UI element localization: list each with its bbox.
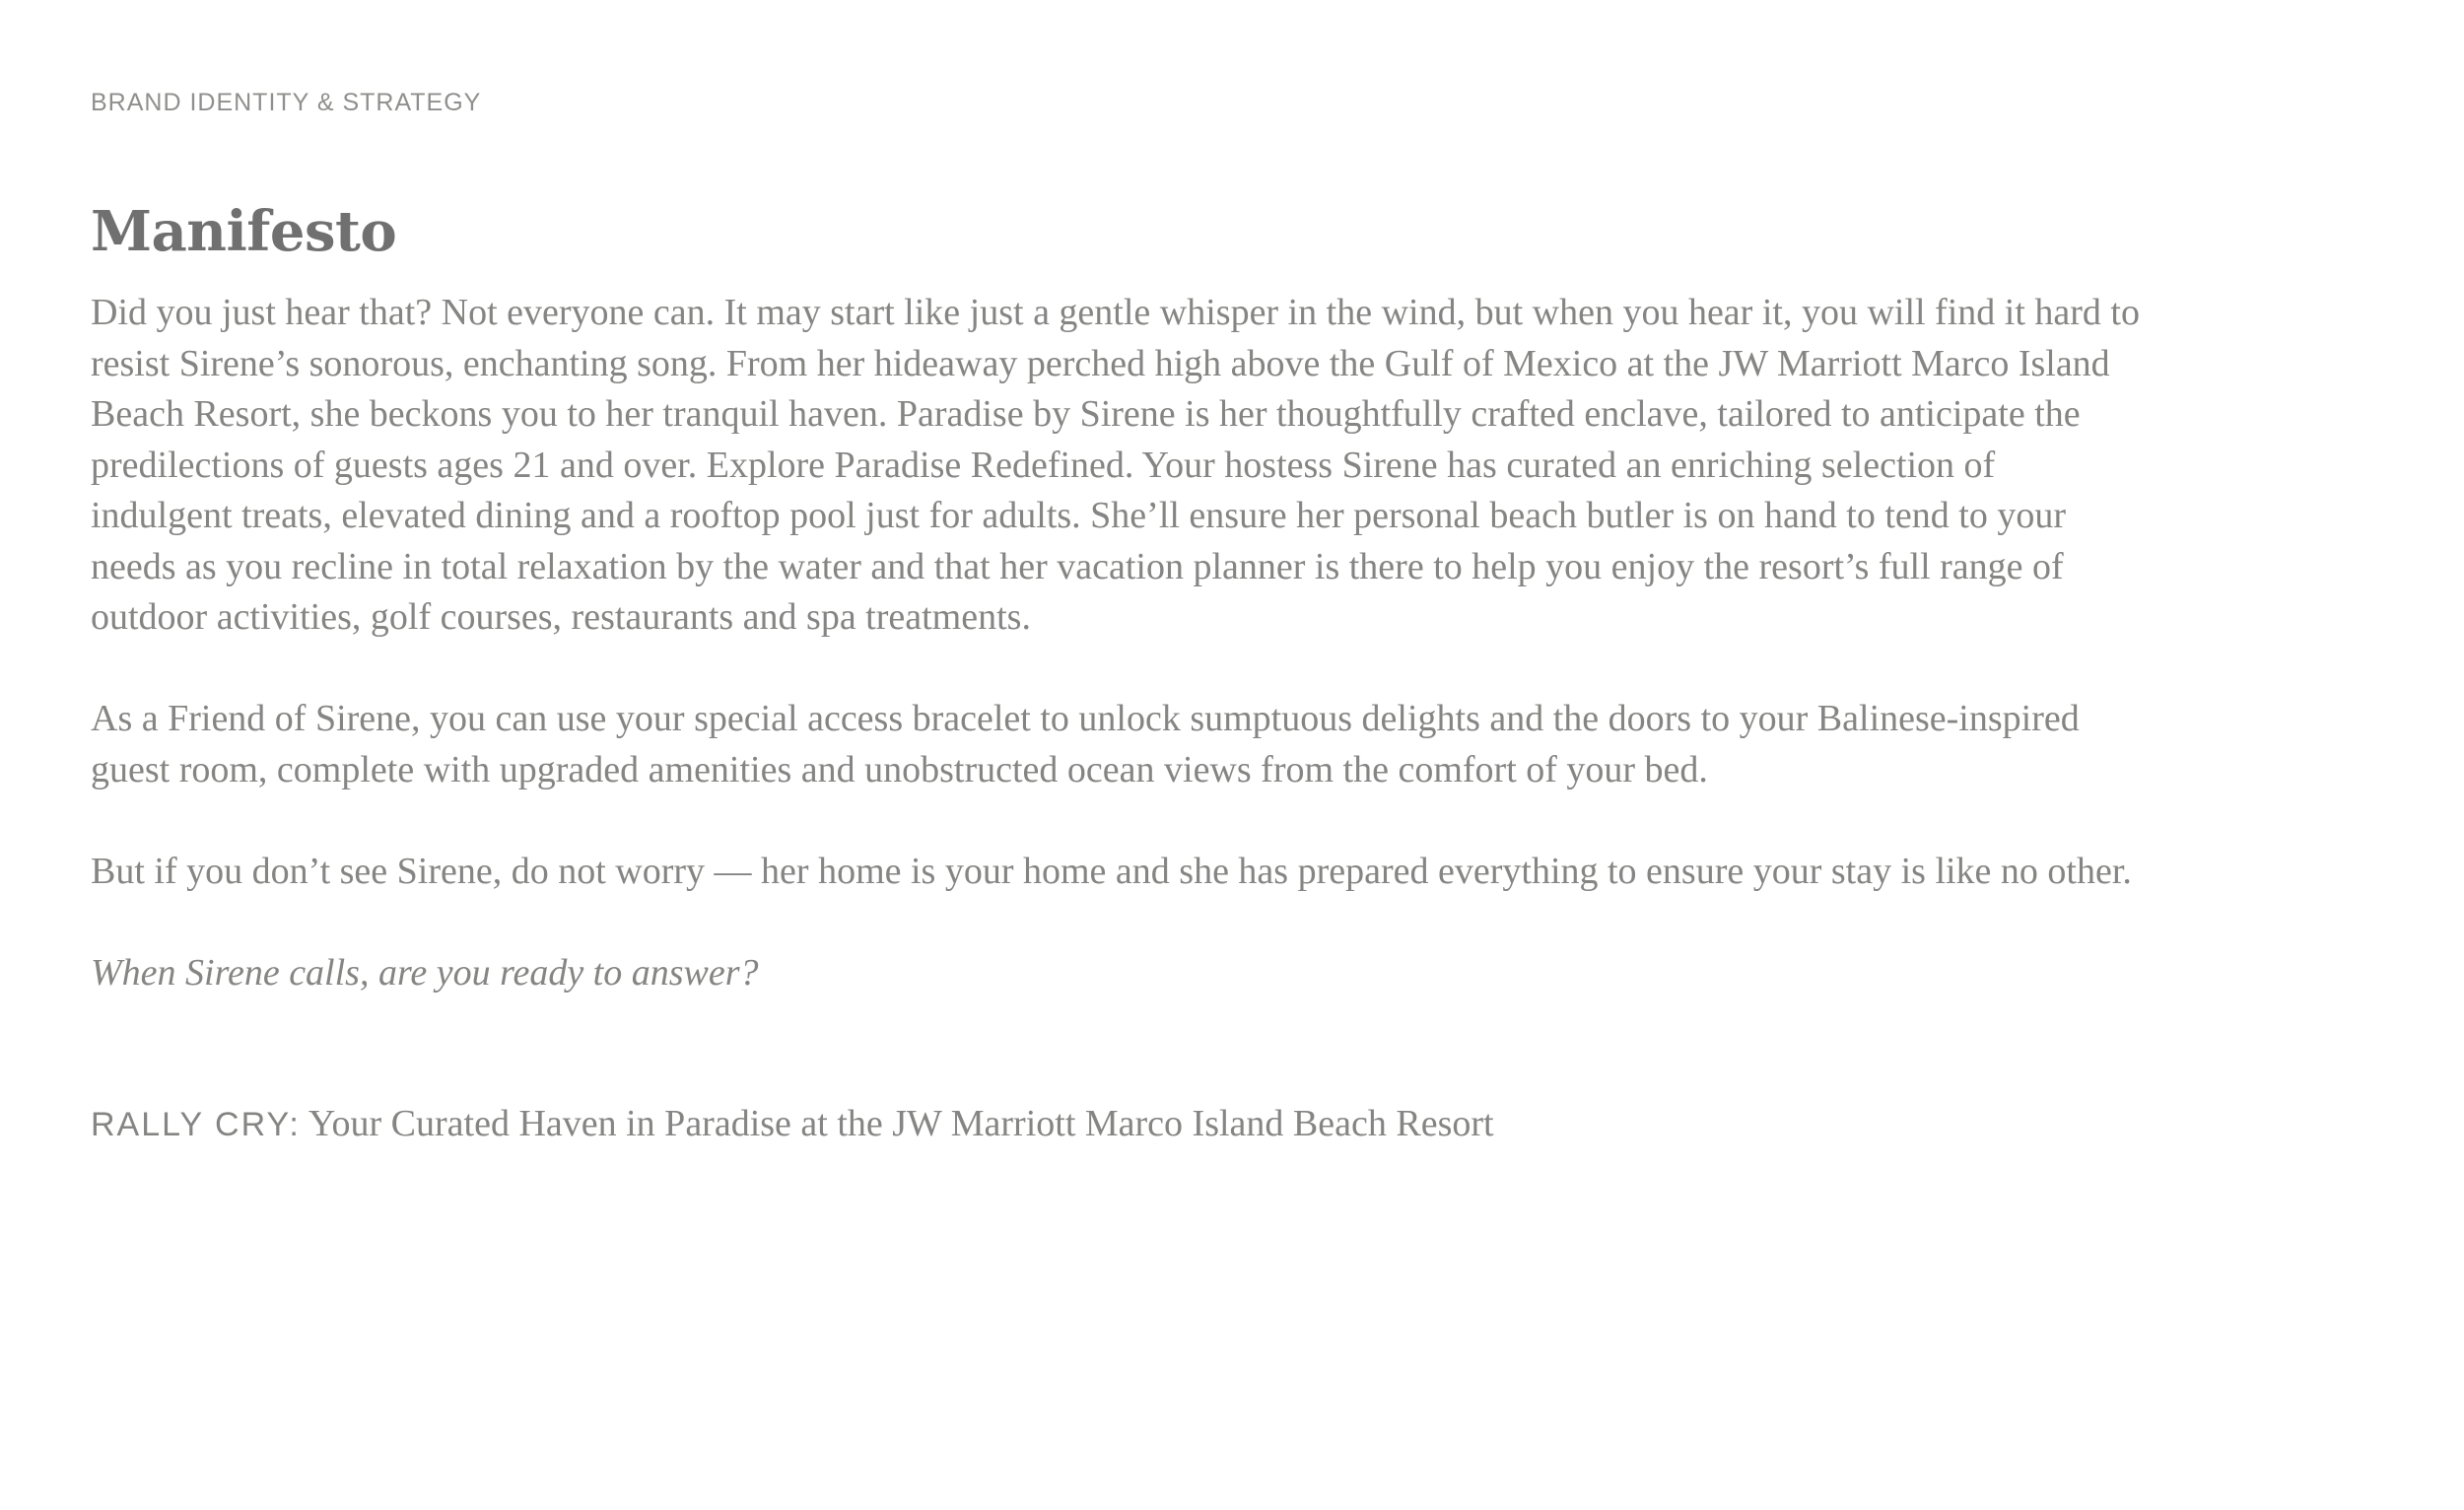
manifesto-body: [91, 288, 2141, 998]
closing-question: When Sirene calls, are you ready to answer?: [91, 951, 759, 994]
manifesto-paragraph-3: But if you don’t see Sirene, do not worry — her home is your home and she has prepared everything to ensure your stay is like no other.: [91, 850, 2132, 892]
manifesto-paragraph-2: As a Friend of Sirene, you can use your special access bracelet to unlock sumptuous delights and the doors to your Balinese-inspired guest room, complete with upgraded amenities and unobstructed ocean views from the comfort of your bed.: [91, 698, 2080, 790]
rally-cry: [91, 1099, 2141, 1151]
manifesto-page: [91, 87, 2141, 1151]
rally-cry-text: Your Curated Haven in Paradise at the JW Marriott Marco Island Beach Resort: [300, 1103, 1494, 1144]
rally-cry-label: RALLY CRY:: [91, 1106, 301, 1143]
manifesto-paragraph-1: Did you just hear that? Not everyone can. It may start like just a gentle whisper in the wind, but when you hear it, you will find it hard to resist Sirene’s sonorous, enchanting song. From her hideaway perched high above the Gulf of Mexico at the JW Marriott Marco Island Beach Resort, she beckons you to her tranquil haven. Paradise by Sirene is her thoughtfully crafted enclave, tailored to anticipate the predilections of guests ages 21 and over. Explore Paradise Redefined. Your hostess Sirene has curated an enriching selection of indulgent treats, elevated dining and a rooftop pool just for adults. She’ll ensure her personal beach butler is on hand to tend to your needs as you recline in total relaxation by the water and that her vacation planner is there to help you enjoy the resort’s full range of outdoor activities, golf courses, restaurants and spa treatments.: [91, 292, 2140, 638]
section-eyebrow: BRAND IDENTITY & STRATEGY: [91, 89, 482, 116]
page-title: Manifesto: [91, 199, 397, 264]
